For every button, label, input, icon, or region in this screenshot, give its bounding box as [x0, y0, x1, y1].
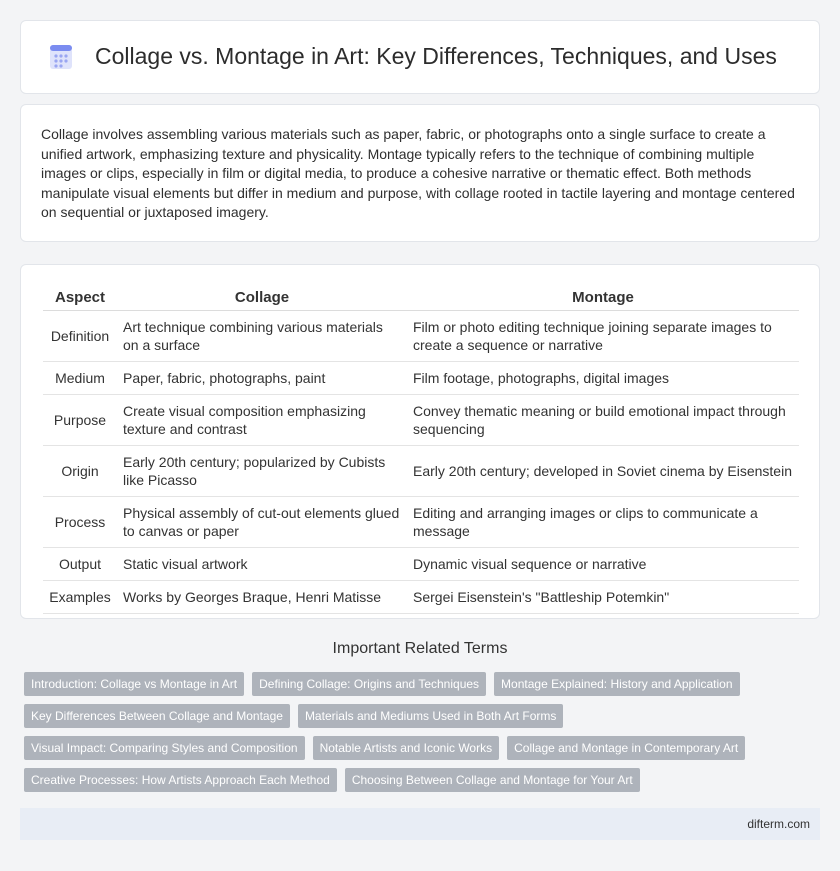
row-collage: Early 20th century; popularized by Cubists like Picasso	[117, 446, 407, 497]
related-terms-list	[24, 672, 824, 800]
table-row	[43, 497, 799, 548]
row-collage: Create visual composition emphasizing texture and contrast	[117, 395, 407, 446]
row-aspect: Definition	[43, 311, 117, 362]
table-row	[43, 548, 799, 581]
footer	[20, 808, 820, 840]
page-title: Collage vs. Montage in Art: Key Differences, Techniques, and Uses	[95, 42, 777, 69]
table-header-collage: Collage	[117, 281, 407, 311]
row-montage: Convey thematic meaning or build emotional impact through sequencing	[407, 395, 799, 446]
related-term-link[interactable]: Introduction: Collage vs Montage in Art	[24, 672, 244, 696]
related-term-link[interactable]: Key Differences Between Collage and Montage	[24, 704, 290, 728]
footer-site[interactable]: difterm.com	[747, 817, 810, 831]
related-term-link[interactable]: Defining Collage: Origins and Techniques	[252, 672, 486, 696]
intro-card	[20, 104, 820, 242]
row-aspect: Origin	[43, 446, 117, 497]
document-icon	[49, 42, 73, 70]
row-montage: Editing and arranging images or clips to communicate a message	[407, 497, 799, 548]
row-collage: Art technique combining various materials on a surface	[117, 311, 407, 362]
row-montage: Early 20th century; developed in Soviet cinema by Eisenstein	[407, 446, 799, 497]
related-term-link[interactable]: Notable Artists and Iconic Works	[313, 736, 500, 760]
row-collage: Physical assembly of cut-out elements glued to canvas or paper	[117, 497, 407, 548]
table-row	[43, 446, 799, 497]
row-aspect: Purpose	[43, 395, 117, 446]
row-montage: Film footage, photographs, digital images	[407, 362, 799, 395]
related-term-link[interactable]: Materials and Mediums Used in Both Art Forms	[298, 704, 563, 728]
related-term-link[interactable]: Collage and Montage in Contemporary Art	[507, 736, 745, 760]
related-term-link[interactable]: Montage Explained: History and Application	[494, 672, 739, 696]
related-term-link[interactable]: Creative Processes: How Artists Approach Each Method	[24, 768, 337, 792]
table-row	[43, 395, 799, 446]
table-row	[43, 581, 799, 614]
row-aspect: Process	[43, 497, 117, 548]
row-aspect: Medium	[43, 362, 117, 395]
table-row	[43, 311, 799, 362]
row-aspect: Output	[43, 548, 117, 581]
row-montage: Dynamic visual sequence or narrative	[407, 548, 799, 581]
comparison-table-card	[20, 264, 820, 619]
row-collage: Paper, fabric, photographs, paint	[117, 362, 407, 395]
intro-text: Collage involves assembling various materials such as paper, fabric, or photographs onto a single surface to create a unified artwork, emphasizing texture and physicality. Montage typically refers to the technique of combining multiple images or clips, especially in film or digital media, to produce a cohesive narrative or thematic effect. Both methods manipulate visual elements but differ in medium and purpose, with collage rooted in tactile layering and montage centered on sequential or juxtaposed imagery.	[41, 126, 795, 220]
header-card	[20, 20, 820, 94]
comparison-table	[43, 281, 799, 614]
related-term-link[interactable]: Choosing Between Collage and Montage for Your Art	[345, 768, 640, 792]
related-term-link[interactable]: Visual Impact: Comparing Styles and Composition	[24, 736, 305, 760]
table-row	[43, 362, 799, 395]
row-collage: Works by Georges Braque, Henri Matisse	[117, 581, 407, 614]
row-montage: Film or photo editing technique joining separate images to create a sequence or narrative	[407, 311, 799, 362]
row-collage: Static visual artwork	[117, 548, 407, 581]
table-header-aspect: Aspect	[43, 281, 117, 311]
table-header-montage: Montage	[407, 281, 799, 311]
row-montage: Sergei Eisenstein's "Battleship Potemkin"	[407, 581, 799, 614]
row-aspect: Examples	[43, 581, 117, 614]
related-terms-title: Important Related Terms	[332, 640, 508, 657]
